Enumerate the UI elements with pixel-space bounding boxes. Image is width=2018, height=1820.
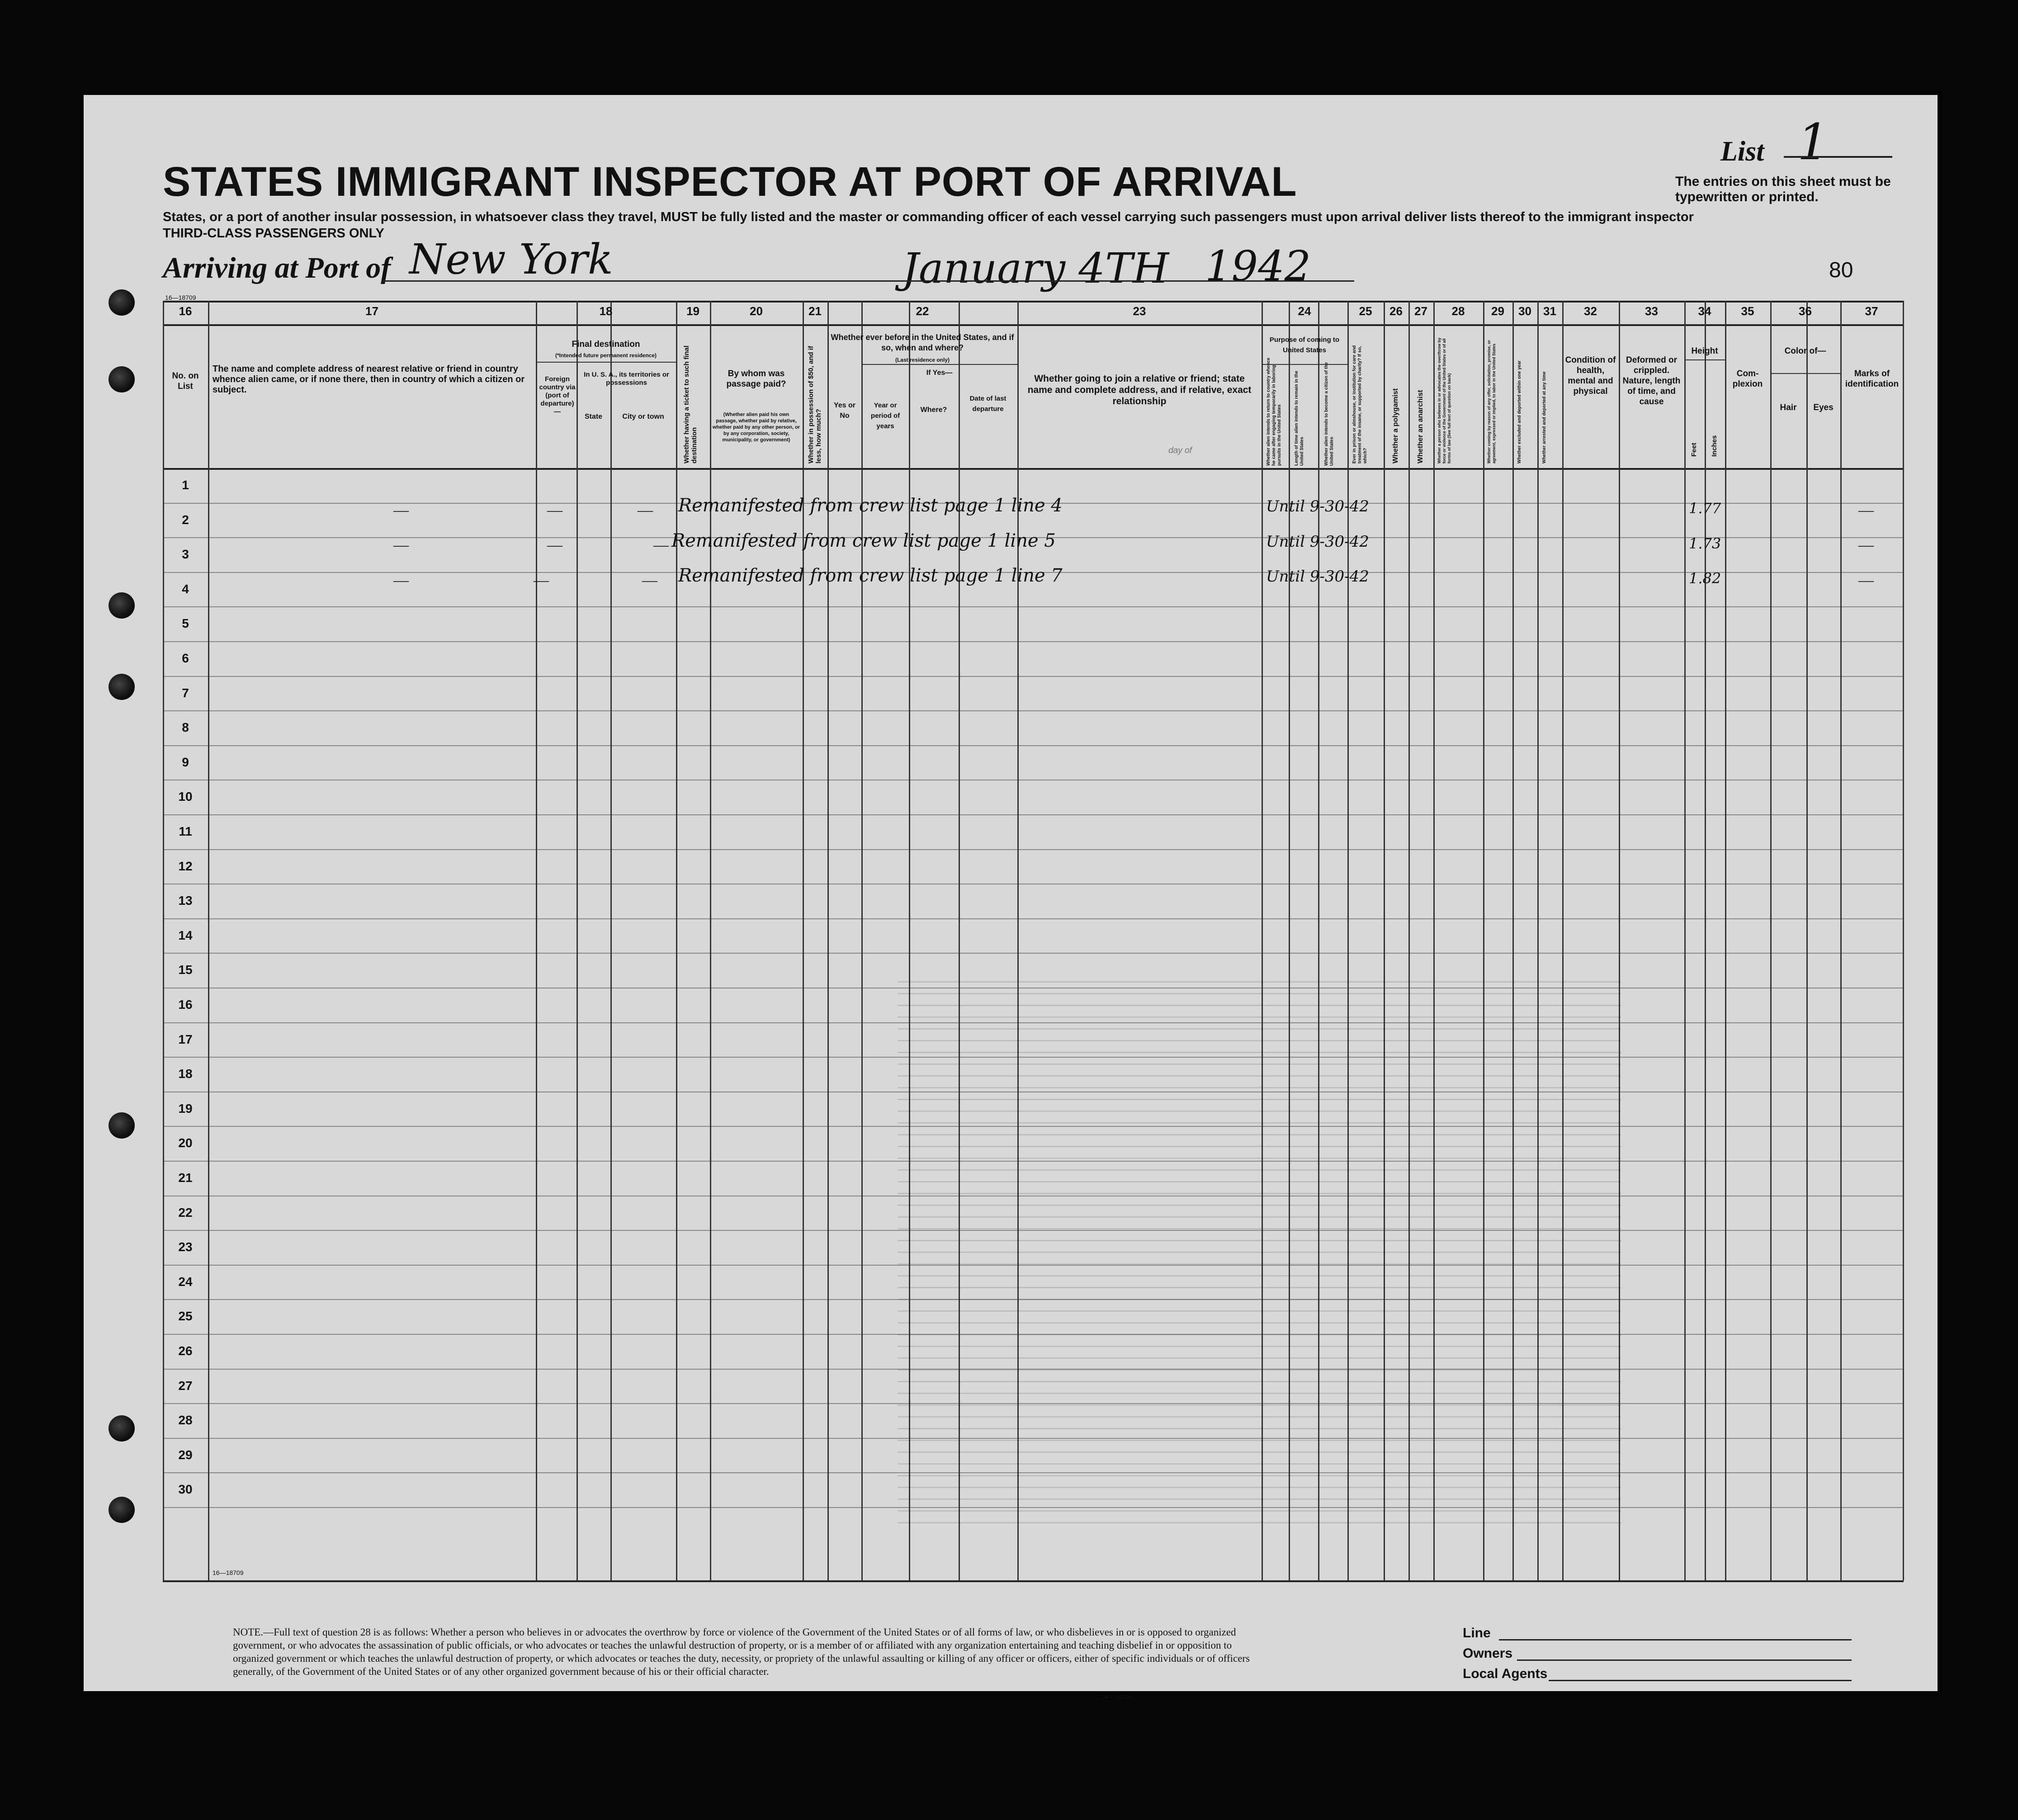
- row-number: 16: [178, 997, 193, 1012]
- line-label: Line: [1463, 1626, 1491, 1640]
- year-underline: [1200, 280, 1354, 282]
- header-complexion: Com- plexion: [1732, 369, 1763, 389]
- marks-entry: —: [1858, 572, 1874, 589]
- foreign-entry: —: [547, 537, 562, 553]
- row-number: 26: [178, 1344, 193, 1358]
- owners-underline: [1517, 1659, 1852, 1661]
- row-rule: [163, 676, 1904, 677]
- header-ticket: Whether having a ticket to such final destination: [683, 345, 698, 463]
- header-color-of: Color of—: [1784, 346, 1826, 356]
- agents-underline: [1549, 1680, 1852, 1681]
- header-purpose-a: Whether alien intends to return to country whence he came after engaging temporarily in laboring pursuits in the United States: [1266, 358, 1282, 466]
- row-rule: [163, 918, 1904, 919]
- header-health: Condition of health, mental and physical: [1565, 355, 1616, 396]
- row-rule: [163, 953, 1904, 954]
- row-number: 23: [178, 1240, 193, 1254]
- row-number: 7: [182, 685, 189, 700]
- colnum-33: 33: [1645, 304, 1658, 318]
- colnum-25: 25: [1359, 304, 1372, 318]
- punch-hole: [109, 366, 135, 392]
- marks-entry: —: [1858, 537, 1874, 553]
- punch-hole: [109, 674, 135, 700]
- colnum-21: 21: [808, 304, 822, 318]
- punch-hole: [109, 1497, 135, 1523]
- row-number: 14: [178, 928, 193, 942]
- col-rule: [610, 301, 612, 1580]
- punch-hole: [109, 592, 135, 619]
- col-rule: [208, 301, 209, 1580]
- arriving-label: Arriving at Port of: [163, 251, 391, 284]
- header-overthrow: Whether a person who believes in or advocates the overthrow by force or violence of the Government of the United States or of all forms of law (See full text of question on back): [1437, 337, 1451, 463]
- city-entry: —: [642, 572, 657, 589]
- sub-rule: [861, 364, 1017, 365]
- colnum-32: 32: [1584, 304, 1597, 318]
- row-rule: [163, 641, 1904, 642]
- row-number: 8: [182, 720, 189, 735]
- header-excluded: Whether excluded and deported within one year: [1517, 360, 1522, 463]
- header-feet: Feet: [1690, 443, 1698, 457]
- header-if-yes: If Yes—: [926, 369, 953, 377]
- footer-note: NOTE.—Full text of question 28 is as follows: Whether a person who believes in or advocates the overthrow by force or violence of the Government of the United States or of all forms of law, or who disbelieves in or is opposed to organized government, or who advocates the assassination of public officials, or who advocates or teaches the unlawful destruction of property, or is a member of or affiliated with any organization entertaining and teaching disbelief in or opposition to organized government or which teaches the unlawful destruction of property, or which advocates or teaches the duty, necessity, or propriety of the unlawful assaulting or killing of any officer or officers, either of specific individuals or of officers generally, of the Government of the United States or of any other organized government because of his or their official character.: [233, 1626, 1250, 1677]
- line-underline: [1499, 1639, 1852, 1640]
- row-number: 10: [178, 789, 193, 804]
- colnum-28: 28: [1451, 304, 1465, 318]
- sub-rule: [1684, 359, 1725, 360]
- colnum-27: 27: [1414, 304, 1427, 318]
- date-value: January 4TH: [902, 244, 1169, 293]
- row-number: 2: [182, 512, 189, 527]
- row-number: 1: [182, 478, 189, 492]
- foreign-entry: —: [547, 502, 562, 519]
- colnum-35: 35: [1741, 304, 1754, 318]
- height-entry: 1.82: [1689, 570, 1721, 587]
- entries-note: The entries on this sheet must be typewritten or printed.: [1675, 174, 1891, 204]
- relative-entry: —: [393, 537, 409, 553]
- header-purpose-b: Length of time alien intends to remain in the United States: [1294, 370, 1304, 466]
- header-coming: Whether coming by reason of any offer, solicitation, promise, or agreement, expressed or implied, to labor in the United States: [1487, 340, 1496, 463]
- table-bottom-rule: [163, 1580, 1904, 1582]
- header-before-us: Whether ever before in the United States, and if so, when and where?: [831, 333, 1014, 352]
- header-anarchist: Whether an anarchist: [1417, 390, 1424, 463]
- bleed-through-text: [898, 981, 1621, 1524]
- col-rule: [1806, 301, 1808, 1580]
- header-yes-no: Yes or No: [833, 402, 856, 420]
- colnum-36: 36: [1799, 304, 1812, 318]
- col-rule: [1770, 301, 1772, 1580]
- row-number: 13: [178, 893, 193, 908]
- colnum-22: 22: [916, 304, 929, 318]
- footer-form-code: 16—18709: [1101, 1693, 1132, 1701]
- colnum-29: 29: [1491, 304, 1504, 318]
- colnum-37: 37: [1865, 304, 1878, 318]
- length-entry: Until 9-30-42: [1266, 533, 1369, 551]
- header-bottom-rule: [163, 468, 1904, 470]
- faded-day-of: day of: [1168, 446, 1192, 455]
- marks-entry: —: [1858, 502, 1874, 519]
- length-entry: Until 9-30-42: [1266, 497, 1369, 515]
- row-number: 20: [178, 1136, 193, 1150]
- row-rule: [163, 814, 1904, 815]
- col-rule: [536, 301, 537, 1580]
- header-before-us-note: (Last residence only): [895, 357, 950, 363]
- page-subtitle: [163, 209, 1700, 241]
- row-number: 11: [179, 824, 192, 838]
- local-agents-label: Local Agents: [1463, 1666, 1548, 1681]
- list-label: List: [1720, 136, 1764, 167]
- port-underline: [382, 280, 952, 282]
- row-number: 30: [178, 1482, 193, 1497]
- row-number: 5: [182, 616, 189, 631]
- colnum-34: 34: [1698, 304, 1711, 318]
- sub-rule: [1262, 364, 1347, 365]
- punch-hole: [109, 1112, 135, 1139]
- header-height: Height: [1691, 346, 1718, 356]
- row-number: 9: [182, 755, 189, 769]
- header-money: Whether in possession of $50, and if less, how much?: [807, 345, 822, 463]
- row-number: 22: [178, 1205, 193, 1220]
- manifest-sheet: [84, 95, 1938, 1701]
- remark-entry: Remanifested from crew list page 1 line 7: [678, 565, 1063, 586]
- colnum-19: 19: [686, 304, 699, 318]
- class-line: THIRD-CLASS PASSENGERS ONLY: [163, 226, 384, 241]
- city-entry: —: [653, 537, 669, 553]
- row-rule: [163, 710, 1904, 711]
- punch-hole: [109, 1415, 135, 1442]
- header-where: Where?: [920, 406, 947, 414]
- sub-rule: [536, 362, 676, 363]
- header-eyes: Eyes: [1813, 403, 1834, 412]
- row-number: 3: [182, 547, 189, 562]
- colnum-rule: [163, 324, 1904, 326]
- row-number: 6: [182, 651, 189, 665]
- row-number: 24: [178, 1274, 193, 1289]
- row-number: 25: [178, 1309, 193, 1324]
- height-entry: 1.77: [1689, 500, 1721, 517]
- col-rule: [1684, 301, 1686, 1580]
- row-rule: [163, 745, 1904, 746]
- header-no-on-list: No. on List: [172, 371, 199, 391]
- row-number: 21: [178, 1171, 193, 1185]
- foreign-entry: —: [534, 572, 549, 589]
- colnum-20: 20: [750, 304, 763, 318]
- header-joining: Whether going to join a relative or friend; state name and complete address, and if relative, exact relationship: [1027, 373, 1252, 407]
- table-top-rule: [163, 301, 1904, 303]
- list-number: 1: [1797, 113, 1829, 171]
- row-number: 17: [178, 1032, 193, 1046]
- colnum-17: 17: [365, 304, 378, 318]
- header-passage: By whom was passage paid?: [726, 369, 786, 389]
- col-rule: [1903, 301, 1904, 1580]
- colnum-24: 24: [1298, 304, 1311, 318]
- col-rule: [1840, 301, 1842, 1580]
- col-rule: [676, 301, 677, 1580]
- form-code: 16—18709: [165, 294, 196, 301]
- header-inches: Inches: [1711, 435, 1718, 457]
- punch-hole: [109, 289, 135, 316]
- owners-label: Owners: [1463, 1646, 1513, 1661]
- row-number: 12: [178, 859, 193, 873]
- header-polygamist: Whether a polygamist: [1392, 388, 1399, 463]
- row-number: 19: [178, 1101, 193, 1116]
- col-rule: [163, 301, 164, 1580]
- header-years: Year or period of years: [870, 402, 900, 430]
- height-entry: 1.73: [1689, 535, 1721, 552]
- row-number: 28: [178, 1413, 193, 1428]
- year-value: 1942: [1205, 242, 1311, 290]
- remark-entry: Remanifested from crew list page 1 line 5: [671, 530, 1056, 551]
- col-rule: [577, 301, 578, 1580]
- row-rule: [163, 849, 1904, 850]
- header-hair: Hair: [1780, 403, 1797, 412]
- row-rule: [163, 606, 1904, 607]
- length-entry: Until 9-30-42: [1266, 567, 1369, 586]
- header-passage-note: (Whether alien paid his own passage, whether paid by relative, whether paid by any other person, or by any corporation, society, municipality, or government): [712, 412, 800, 443]
- header-city: City or town: [622, 413, 664, 421]
- colnum-31: 31: [1543, 304, 1556, 318]
- port-value: New York: [409, 235, 613, 284]
- table-form-code: 16—18709: [213, 1569, 244, 1576]
- header-purpose: Purpose of coming to United States: [1269, 336, 1340, 354]
- colnum-16: 16: [179, 304, 192, 318]
- header-deformed: Deformed or crippled. Nature, length of time, and cause: [1622, 355, 1681, 407]
- header-state: State: [584, 413, 603, 421]
- col-rule: [827, 301, 829, 1580]
- list-underline: [1784, 156, 1892, 158]
- city-entry: —: [638, 502, 653, 519]
- col-rule: [710, 301, 711, 1580]
- row-number: 29: [178, 1447, 193, 1462]
- col-rule: [1705, 301, 1706, 1580]
- header-foreign-country: Foreign country via (port of departure)—: [539, 375, 576, 416]
- colnum-30: 30: [1518, 304, 1531, 318]
- row-number: 15: [178, 963, 193, 977]
- row-number: 27: [178, 1378, 193, 1393]
- header-final-destination-note: (*Intended future permanent residence): [555, 352, 657, 359]
- colnum-23: 23: [1133, 304, 1146, 318]
- header-final-destination: Final destination: [572, 340, 640, 349]
- relative-entry: —: [393, 502, 409, 519]
- page-number: 80: [1829, 258, 1853, 282]
- colnum-26: 26: [1389, 304, 1403, 318]
- row-number: 18: [178, 1067, 193, 1081]
- header-purpose-c: Whether alien intends to become a citizen of the United States: [1324, 362, 1334, 466]
- subtitle-text: States, or a port of another insular possession, in whatsoever class they travel, MUST be fully listed and the master or commanding officer of each vessel carrying such passengers must upon arrival deliver lists thereof to the immigrant inspector: [163, 210, 1694, 224]
- col-rule: [1725, 301, 1726, 1580]
- colnum-18: 18: [599, 304, 613, 318]
- relative-entry: —: [393, 572, 409, 589]
- header-prison: Ever in prison or almshouse, or institution for care and treatment of the insane, or supported by charity? If so, which?: [1352, 345, 1368, 463]
- header-relative-address: The name and complete address of nearest relative or friend in country whence alien came, or if none there, then in country of which a citizen or subject.: [213, 364, 525, 395]
- sub-rule: [1770, 373, 1840, 374]
- page-title: STATES IMMIGRANT INSPECTOR AT PORT OF ARRIVAL: [163, 159, 1297, 205]
- header-date-departure: Date of last departure: [969, 395, 1007, 413]
- col-rule: [803, 301, 804, 1580]
- header-arrested: Whether arrested and deported at any time: [1542, 371, 1547, 463]
- col-rule: [861, 301, 863, 1580]
- header-marks: Marks of identification: [1845, 369, 1899, 389]
- header-in-usa: In U. S. A., its territories or possessions: [584, 371, 669, 387]
- row-number: 4: [182, 581, 189, 596]
- remark-entry: Remanifested from crew list page 1 line 4: [678, 495, 1063, 516]
